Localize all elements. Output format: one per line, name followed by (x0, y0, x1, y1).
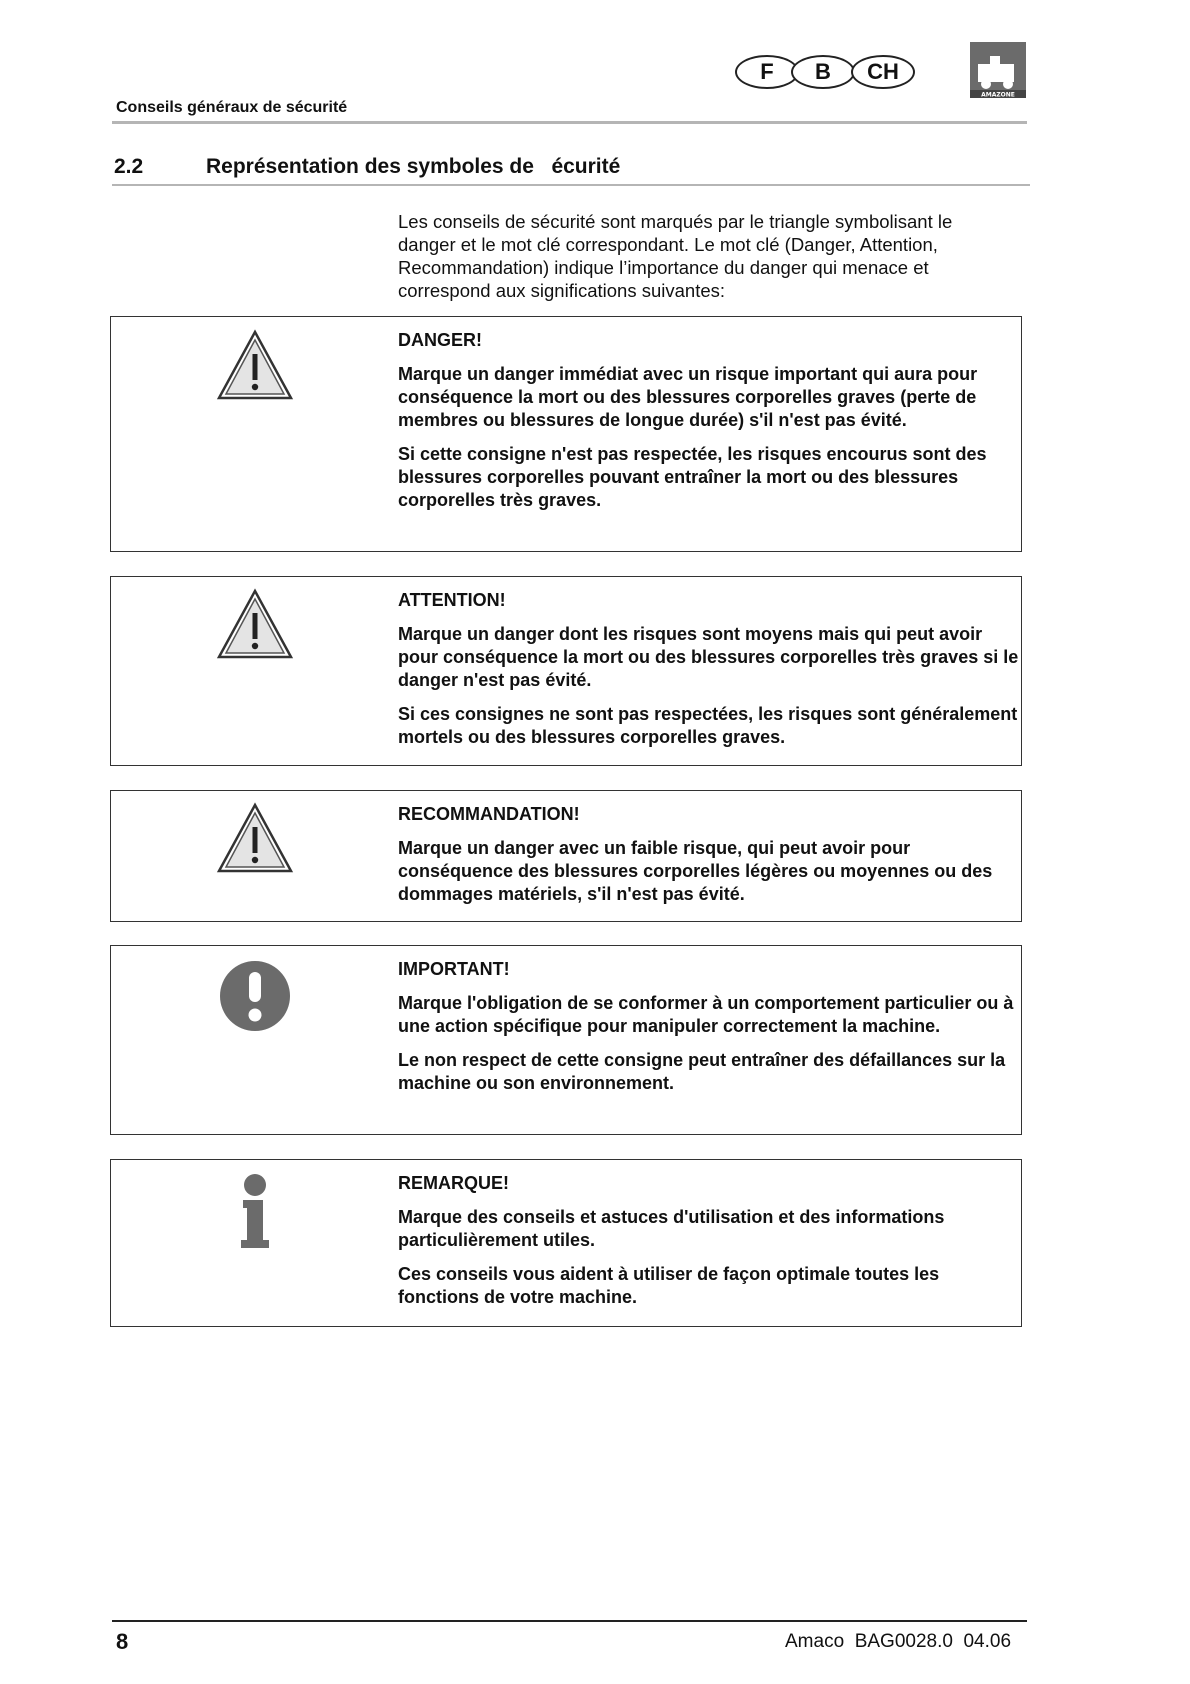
attention-keyword: ATTENTION! (398, 590, 506, 610)
recommandation-description: Marque un danger avec un faible risque, qui peut avoir pour conséquence des blessures corporelles légères ou moyennes ou des dommages matériels, s'il n'est pas évité. (398, 838, 993, 904)
recommandation-text (398, 803, 1023, 917)
remarque-keyword: REMARQUE! (398, 1173, 509, 1193)
intro-paragraph (398, 210, 1013, 302)
important-description: Marque l'obligation de se conformer à un comportement particulier ou à une action spécifique pour manipuler correctement la machine. (398, 993, 1014, 1036)
warning-triangle-icon (215, 326, 295, 406)
language-code-b: B (791, 55, 855, 89)
danger-description: Marque un danger immédiat avec un risque important qui aura pour conséquence la mort ou des blessures corporelles graves (perte de membres ou blessures de longue durée) s'il n'est pas évité. (398, 364, 978, 430)
remarque-tip: Ces conseils vous aident à utiliser de façon optimale toutes les fonctions de votre machine. (398, 1264, 940, 1307)
exclamation-circle-icon (215, 956, 295, 1036)
remarque-box (110, 1159, 1022, 1327)
remarque-description: Marque des conseils et astuces d'utilisation et des informations particulièrement utiles. (398, 1207, 945, 1250)
header-rule (112, 121, 1027, 124)
document-reference: Amaco BAG0028.0 04.06 (785, 1631, 1012, 1652)
heading-rule (112, 184, 1030, 186)
amazone-logo (970, 42, 1026, 98)
info-icon (215, 1172, 295, 1252)
remarque-text (398, 1172, 1023, 1320)
attention-description: Marque un danger dont les risques sont moyens mais qui peut avoir pour conséquence la mort ou des blessures corporelles très graves si le danger n'est pas évité. (398, 624, 1019, 690)
important-consequence: Le non respect de cette consigne peut entraîner des défaillances sur la machine ou son environnement. (398, 1050, 1006, 1093)
attention-text (398, 589, 1023, 760)
danger-keyword: DANGER! (398, 330, 482, 350)
attention-box (110, 576, 1022, 766)
language-code-f: F (735, 55, 799, 89)
important-text (398, 958, 1023, 1106)
intro-text: Les conseils de sécurité sont marqués par le triangle symbolisant le danger et le mot clé correspondant. Le mot clé (Danger, Attention, Recommandation) indique l’importance du danger qui menace et correspond aux significations suivantes: (398, 211, 953, 301)
warning-triangle-icon (215, 799, 295, 879)
language-codes (735, 55, 920, 89)
language-code-ch: CH (851, 55, 915, 89)
running-header: Conseils généraux de sécurité (116, 99, 348, 116)
section-title: Représentation des symboles de écurité (206, 155, 621, 178)
logo-text: AMAZONE (981, 91, 1015, 98)
danger-consequence: Si cette consigne n'est pas respectée, les risques encourus sont des blessures corporelles pouvant entraîner la mort ou des blessures corporelles très graves. (398, 444, 987, 510)
important-keyword: IMPORTANT! (398, 959, 510, 979)
warning-triangle-icon (215, 585, 295, 665)
section-number: 2.2 (114, 155, 144, 178)
footer-rule (112, 1620, 1027, 1622)
danger-box (110, 316, 1022, 552)
page-number: 8 (116, 1629, 129, 1654)
danger-text (398, 329, 1023, 523)
important-box (110, 945, 1022, 1135)
recommandation-keyword: RECOMMANDATION! (398, 804, 580, 824)
recommandation-box (110, 790, 1022, 922)
attention-consequence: Si ces consignes ne sont pas respectées, les risques sont généralement mortels ou des blessures corporelles graves. (398, 704, 1018, 747)
